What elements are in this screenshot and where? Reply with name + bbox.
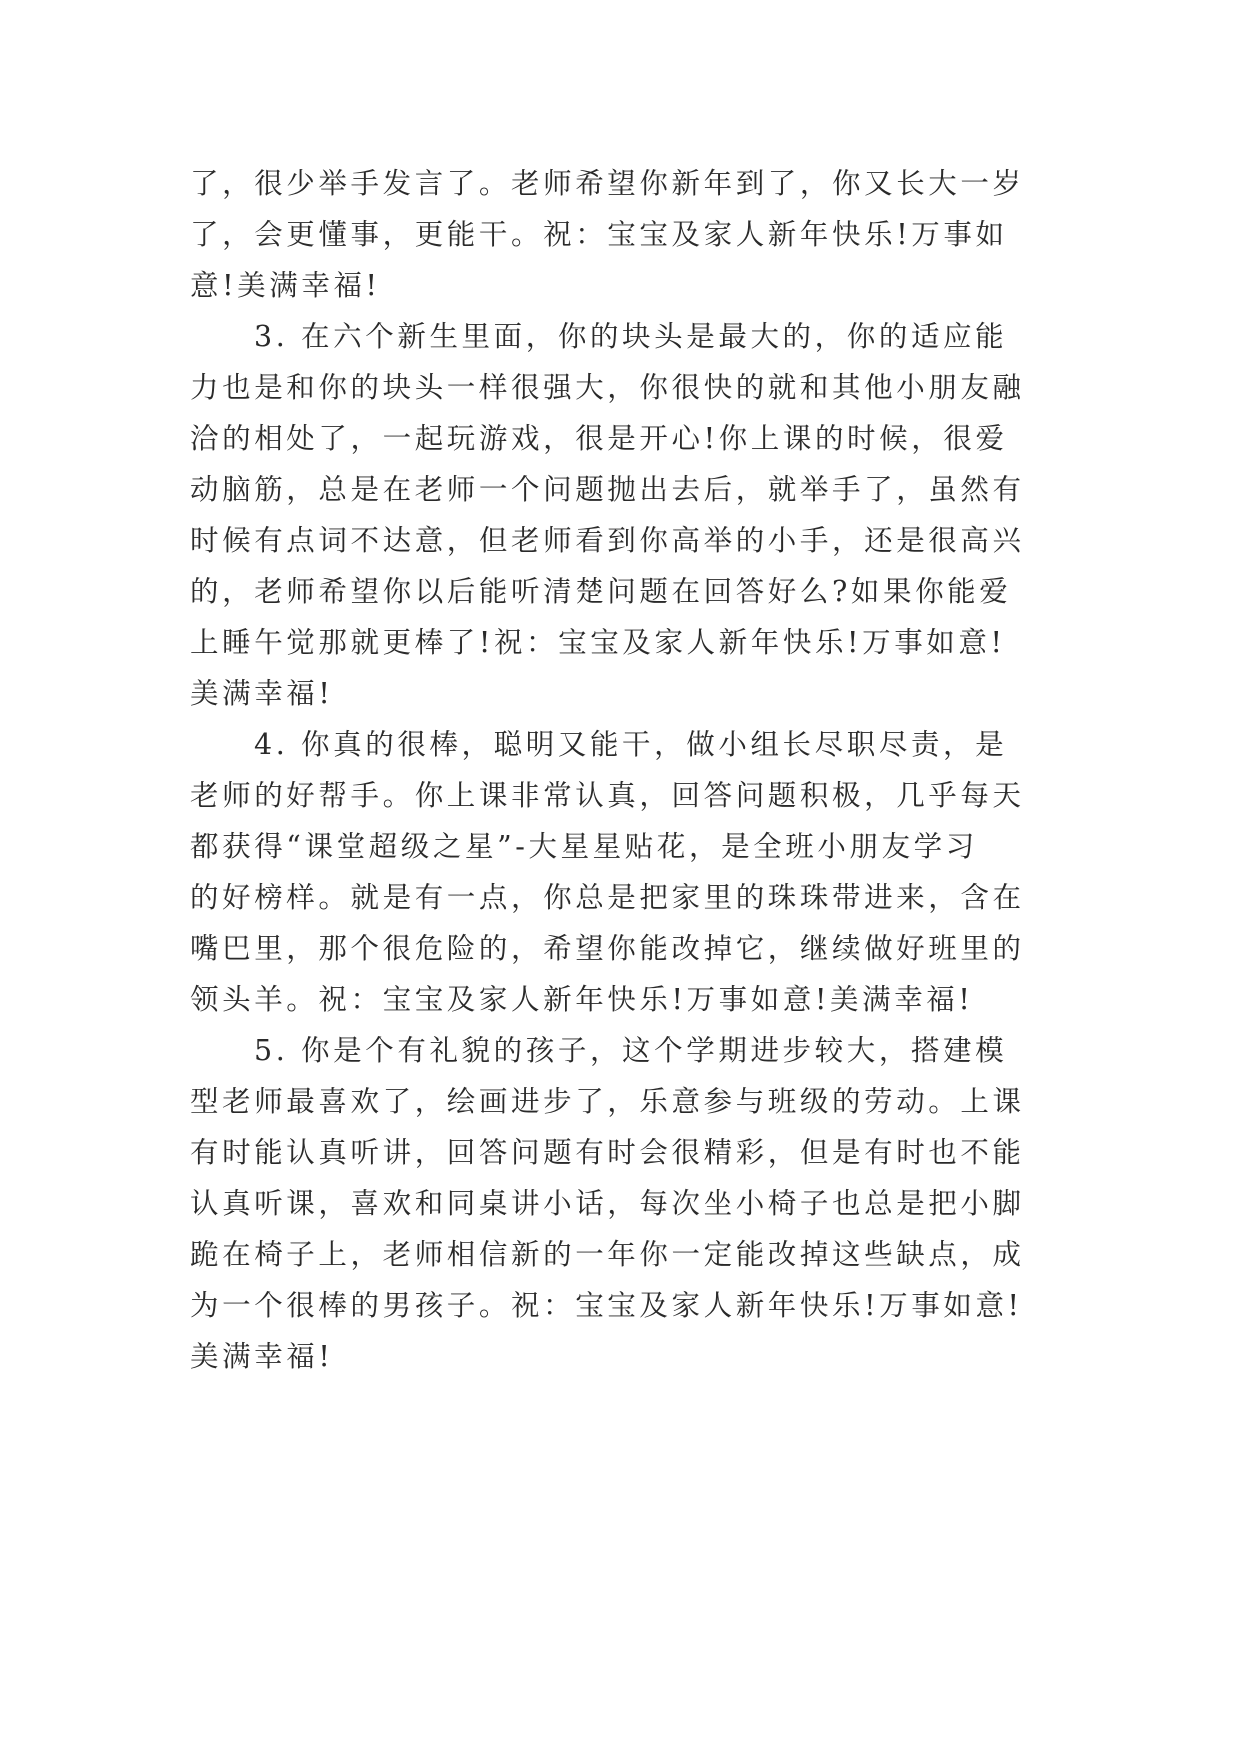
text-line: 洽的相处了，一起玩游戏，很是开心!你上课的时候，很爱 — [190, 422, 1008, 455]
text-line: 嘴巴里，那个很危险的，希望你能改掉它，继续做好班里的 — [190, 932, 1025, 965]
text-line: 4. 你真的很棒，聪明又能干，做小组长尽职尽责，是 — [254, 728, 1008, 761]
text-line: 美满幸福! — [190, 1340, 334, 1373]
text-line: 有时能认真听讲，回答问题有时会很精彩，但是有时也不能 — [190, 1136, 1025, 1169]
text-line: 的，老师希望你以后能听清楚问题在回答好么?如果你能爱 — [190, 575, 1012, 608]
paragraph-item-5 — [190, 1025, 1058, 1382]
text-line: 3. 在六个新生里面，你的块头是最大的，你的适应能 — [254, 320, 1008, 353]
text-line: 都获得“课堂超级之星”-大星星贴花，是全班小朋友学习 — [190, 830, 978, 863]
document-page — [190, 158, 1058, 1382]
text-line: 认真听课，喜欢和同桌讲小话，每次坐小椅子也总是把小脚 — [190, 1187, 1025, 1220]
text-line: 老师的好帮手。你上课非常认真，回答问题积极，几乎每天 — [190, 779, 1025, 812]
text-line: 的好榜样。就是有一点，你总是把家里的珠珠带进来，含在 — [190, 881, 1025, 914]
text-line: 美满幸福! — [190, 677, 334, 710]
text-line: 上睡午觉那就更棒了!祝：宝宝及家人新年快乐!万事如意! — [190, 626, 1006, 659]
text-line: 时候有点词不达意，但老师看到你高举的小手，还是很高兴 — [190, 524, 1025, 557]
text-line: 了，会更懂事，更能干。祝：宝宝及家人新年快乐!万事如 — [190, 218, 1008, 251]
text-line: 力也是和你的块头一样很强大，你很快的就和其他小朋友融 — [190, 371, 1025, 404]
paragraph-item-4 — [190, 719, 1058, 1025]
text-line: 了，很少举手发言了。老师希望你新年到了，你又长大一岁 — [190, 167, 1025, 200]
text-line: 跪在椅子上，老师相信新的一年你一定能改掉这些缺点，成 — [190, 1238, 1025, 1271]
paragraph-item-3 — [190, 311, 1058, 719]
text-line: 意!美满幸福! — [190, 269, 381, 302]
text-line: 动脑筋，总是在老师一个问题抛出去后，就举手了，虽然有 — [190, 473, 1025, 506]
text-line: 领头羊。祝：宝宝及家人新年快乐!万事如意!美满幸福! — [190, 983, 974, 1016]
text-line: 5. 你是个有礼貌的孩子，这个学期进步较大，搭建模 — [254, 1034, 1008, 1067]
text-line: 为一个很棒的男孩子。祝：宝宝及家人新年快乐!万事如意! — [190, 1289, 1023, 1322]
text-line: 型老师最喜欢了，绘画进步了，乐意参与班级的劳动。上课 — [190, 1085, 1025, 1118]
paragraph-continuation — [190, 158, 1058, 311]
